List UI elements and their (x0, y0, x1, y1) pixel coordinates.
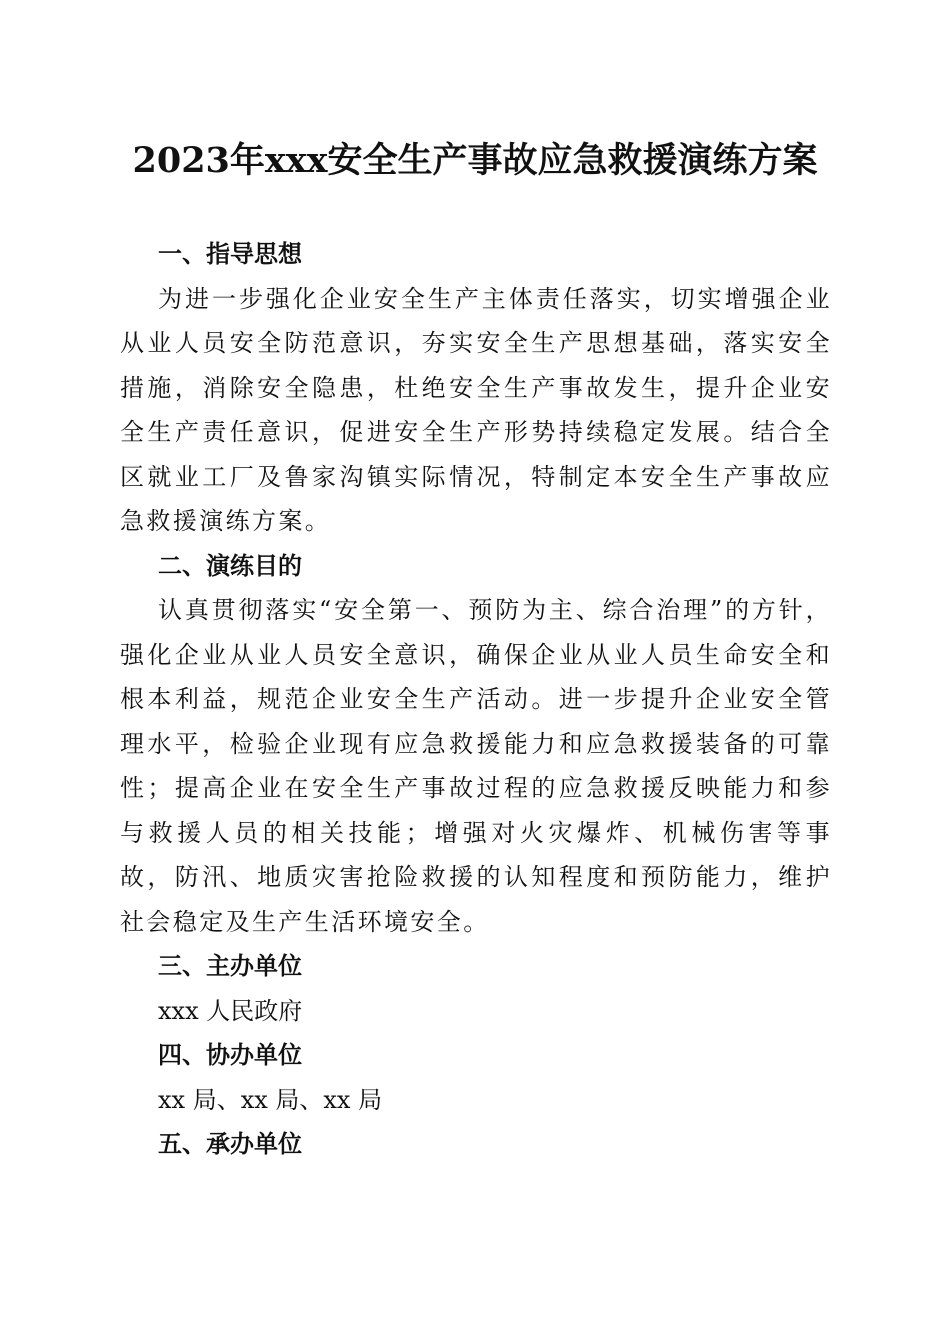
section-text-host-unit: xxx 人民政府 (158, 996, 303, 1025)
section-paragraph-guiding-ideology: 为进一步强化企业安全生产主体责任落实，切实增强企业从业人员安全防范意识，夯实安全生产思想基础，落实安全措施，消除安全隐患，杜绝安全生产事故发生，提升企业安全生产责任意识，促进安全生产形势持续稳定发展。结合全区就业工厂及鲁家沟镇实际情况，特制定本安全生产事故应急救援演练方案。 (120, 284, 832, 535)
section-heading-drill-purpose: 二、演练目的 (158, 551, 302, 580)
section-text-co-organizers: xx 局、xx 局、xx 局 (158, 1085, 383, 1114)
section-heading-co-organizers: 四、协办单位 (158, 1041, 302, 1069)
document-title: 2023年xxx安全生产事故应急救援演练方案 (132, 140, 818, 181)
section-heading-undertaking-unit: 五、承办单位 (158, 1130, 302, 1158)
section-paragraph-drill-purpose: 认真贯彻落实“安全第一、预防为主、综合治理”的方针，强化企业从业人员安全意识，确保企业从业人员生命安全和根本利益，规范企业安全生产活动。进一步提升企业安全管理水平，检验企业现有应急救援能力和应急救援装备的可靠性；提高企业在安全生产事故过程的应急救援反映能力和参与救援人员的相关技能；增强对火灾爆炸、机械伤害等事故，防汛、地质灾害抢险救援的认知程度和预防能力，维护社会稳定及生产生活环境安全。 (120, 596, 832, 936)
document-body (120, 232, 832, 1167)
section-heading-host-unit: 三、主办单位 (158, 952, 302, 980)
section-heading-guiding-ideology: 一、指导思想 (158, 240, 302, 268)
